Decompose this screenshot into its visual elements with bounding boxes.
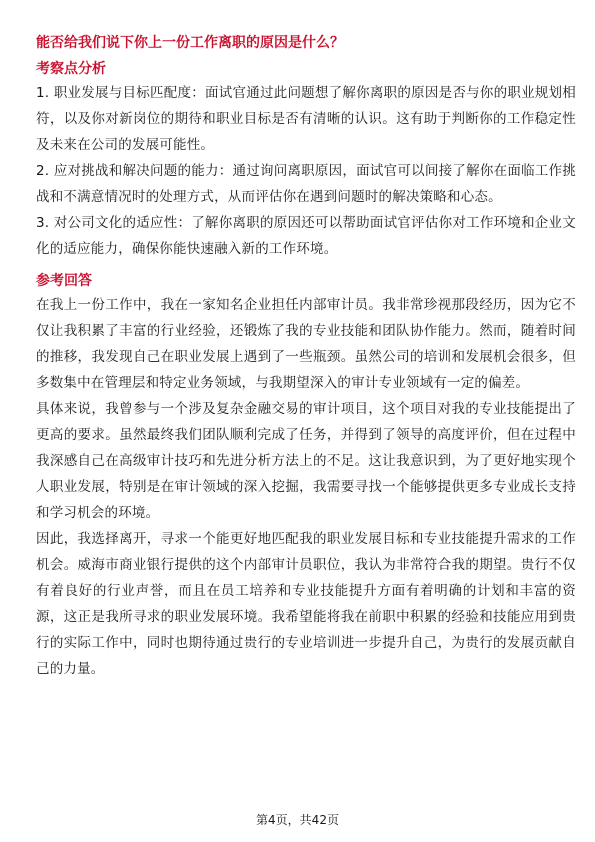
- analysis-list: [36, 80, 576, 262]
- analysis-item-3: 3. 对公司文化的适应性：了解你离职的原因还可以帮助面试官评估你对工作环境和企业文化的适应能力，确保你能快速融入新的工作环境。: [36, 215, 576, 257]
- question-title: 能否给我们说下你上一份工作离职的原因是什么？: [36, 35, 344, 51]
- page-number-footer: 第4页，共42页: [256, 813, 339, 827]
- answer-heading: 参考回答: [36, 273, 92, 289]
- analysis-item-1: 1. 职业发展与目标匹配度：面试官通过此问题想了解你离职的原因是否与你的职业规划相符，以及你对新岗位的期待和职业目标是否有清晰的认识。这有助于判断你的工作稳定性及未来在公司的发展可能性。: [36, 85, 576, 153]
- analysis-item-2: 2. 应对挑战和解决问题的能力：通过询问离职原因，面试官可以间接了解你在面临工作挑战和不满意情况时的处理方式，从而评估你在遇到问题时的解决策略和心态。: [36, 163, 576, 205]
- answer-paragraph-2: 具体来说，我曾参与一个涉及复杂金融交易的审计项目，这个项目对我的专业技能提出了更高的要求。虽然最终我们团队顺利完成了任务，并得到了领导的高度评价，但在过程中我深感自己在高级审计技巧和先进分析方法上的不足。这让我意识到，为了更好地实现个人职业发展，特别是在审计领域的深入挖掘，我需要寻找一个能够提供更多专业成长支持和学习机会的环境。: [36, 401, 576, 521]
- answer-paragraph-3: 因此，我选择离开，寻求一个能更好地匹配我的职业发展目标和专业技能提升需求的工作机会。威海市商业银行提供的这个内部审计员职位，我认为非常符合我的期望。贵行不仅有着良好的行业声誉，而且在员工培养和专业技能提升方面有着明确的计划和丰富的资源，这正是我所寻求的职业发展环境。我希望能将我在前职中积累的经验和技能应用到贵行的实际工作中，同时也期待通过贵行的专业培训进一步提升自己，为贵行的发展贡献自己的力量。: [36, 531, 576, 677]
- page-content: [36, 33, 576, 682]
- answer-body: [36, 292, 576, 682]
- analysis-heading: 考察点分析: [36, 61, 106, 77]
- answer-paragraph-1: 在我上一份工作中，我在一家知名企业担任内部审计员。我非常珍视那段经历，因为它不仅让我积累了丰富的行业经验，还锻炼了我的专业技能和团队协作能力。然而，随着时间的推移，我发现自己在职业发展上遇到了一些瓶颈。虽然公司的培训和发展机会很多，但多数集中在管理层和特定业务领域，与我期望深入的审计专业领域有一定的偏差。: [36, 297, 576, 391]
